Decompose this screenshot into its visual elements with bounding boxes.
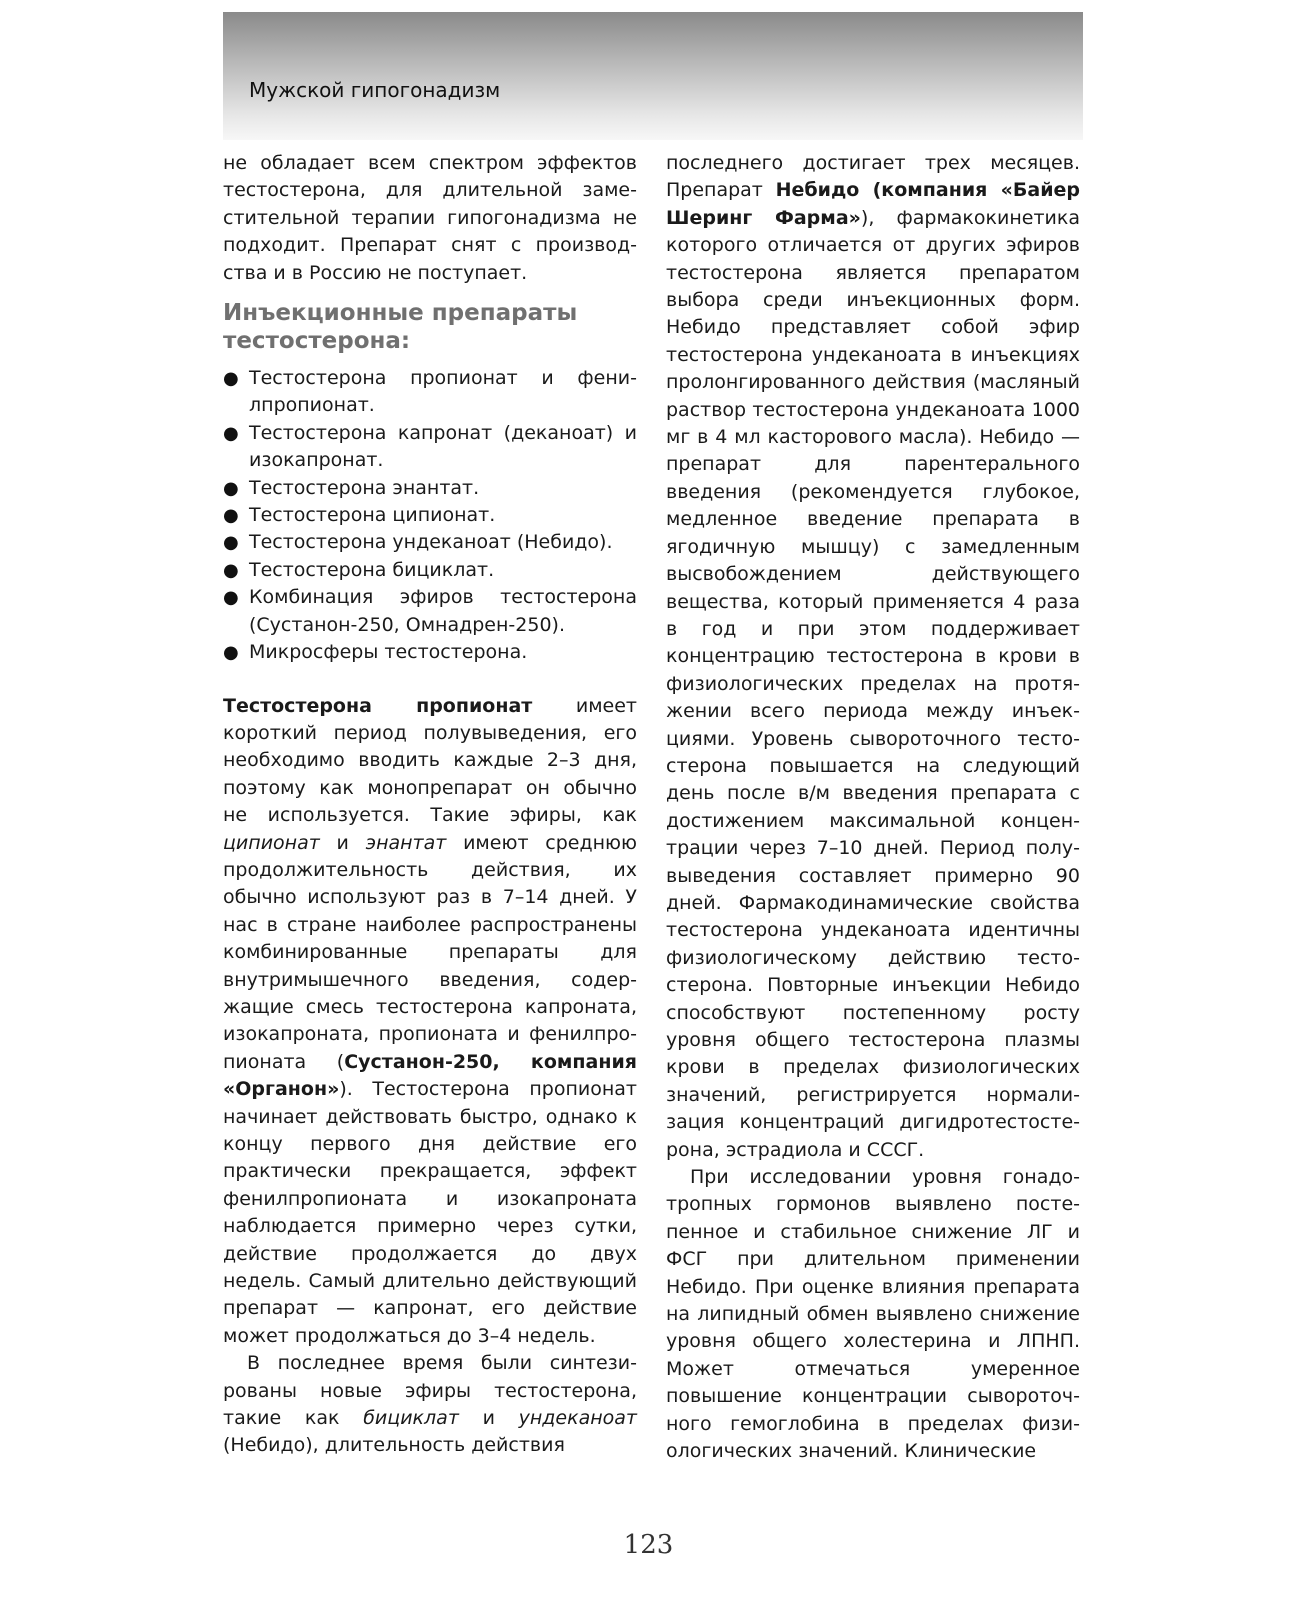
bold-term: Тестостерона пропионат bbox=[223, 694, 533, 717]
list-item: ● Тестостерона пропионат и фенилпропионат. bbox=[223, 365, 637, 420]
italic-term: ундеканоат bbox=[518, 1407, 637, 1430]
list-item: ● Тестостерона бициклат. bbox=[223, 557, 637, 584]
list-item: ● Тестостерона ундеканоат (Небидо). bbox=[223, 529, 637, 556]
italic-term: бициклат bbox=[363, 1407, 459, 1430]
italic-term: ципионат bbox=[223, 831, 320, 854]
italic-term: энантат bbox=[365, 831, 447, 854]
bold-term: Небидо (компания «Байер Шеринг Фарма» bbox=[666, 179, 1081, 229]
list-item: ● Комбинация эфиров тестостерона (Сустанон-250, Омнадрен-250). bbox=[223, 584, 637, 639]
propionate-paragraph: Тестостерона пропионат имеет короткий период полувыведения, его необходимо вводить каждые 2–3 дня, поэтому как монопрепарат он обычно не используется. Такие эфиры, как ципионат и энантат имеют среднюю продолжительность действия, их обычно используют раз в 7–14 дней. У нас в стране наиболее распространены комбинированные препараты для внутримышечного введения, содержащие смесь тестостерона капроната, изокапроната, пропионата и фенилпропионата (Сустанон-250, компания «Органон»). Тестостерона пропионат начинает действовать быстро, однако к концу первого дня действие его практически прекращается, эффект фенилпропионата и изокапроната наблюдается примерно через сутки, действие продолжается до двух недель. Самый длительно действующий препарат — капронат, его действие может продолжаться до 3–4 недель. bbox=[223, 694, 637, 1347]
right-column bbox=[666, 150, 1080, 1466]
left-column bbox=[223, 150, 637, 1460]
bold-term: Сустанон-250, компания «Органон» bbox=[223, 1050, 637, 1101]
page-header bbox=[223, 12, 1083, 140]
intro-paragraph: не обладает всем спектром эффектов тестостерона, для длительной заместительной терапии гипогонадизма не подходит. Препарат снят с производства и в Россию не поступает. bbox=[223, 152, 637, 284]
injection-list bbox=[223, 365, 637, 666]
list-item: ● Тестостерона капронат (деканоат) и изокапронат. bbox=[223, 420, 637, 475]
list-item: ● Микросферы тестостерона. bbox=[223, 639, 637, 666]
list-item: ● Тестостерона энантат. bbox=[223, 475, 637, 502]
page-number: 123 bbox=[623, 1530, 674, 1560]
section-heading: Инъекционные препараты тестостерона: bbox=[223, 300, 578, 355]
nebido-paragraph: последнего достигает трех месяцев. Препарат Небидо (компания «Байер Шеринг Фарма»), фармакокинетика которого отличается от других эфиров тестостерона является препаратом выбора среди инъекционных форм. Небидо представляет собой эфир тестостерона ундеканоата в инъекциях пролонгированного действия (масляный раствор тестостерона ундеканоата 1000 мг в 4 мл касторового масла). Небидо — препарат для парентерального введения (рекомендуется глубокое, медленное введение препарата в ягодичную мышцу) с замедленным высвобождением действующего вещества, который применяется 4 раза в год и при этом поддерживает концентрацию тестостерона в крови в физиологических пределах на протяжении всего периода между инъекциями. Уровень сывороточного тестостерона повышается на следующий день после в/м введения препарата с достижением максимальной концентрации через 7–10 дней. Период полувыведения составляет примерно 90 дней. Фармакодинамические свойства тестостерона ундеканоата идентичны физиологическому действию тестостерона. Повторные инъекции Небидо способствуют постепенному росту уровня общего тестостерона плазмы крови в пределах физиологических значений, регистрируется нормализация концентраций дигидротестостерона, эстрадиола и СССГ. bbox=[666, 152, 1081, 1161]
new-esters-paragraph: В последнее время были синтезированы новые эфиры тестостерона, такие как бициклат и ундеканоат (Небидо), длительность действия bbox=[223, 1352, 637, 1457]
list-item: ● Тестостерона ципионат. bbox=[223, 502, 637, 529]
running-title: Мужской гипогонадизм bbox=[249, 78, 501, 102]
gonadotropin-paragraph: При исследовании уровня гонадотропных гормонов выявлено постепенное и стабильное снижение ЛГ и ФСГ при длительном применении Небидо. При оценке влияния препарата на липидный обмен выявлено снижение уровня общего холестерина и ЛПНП. Может отмечаться умеренное повышение концентрации сывороточного гемоглобина в пределах физиологических значений. Клинические bbox=[666, 1166, 1080, 1463]
